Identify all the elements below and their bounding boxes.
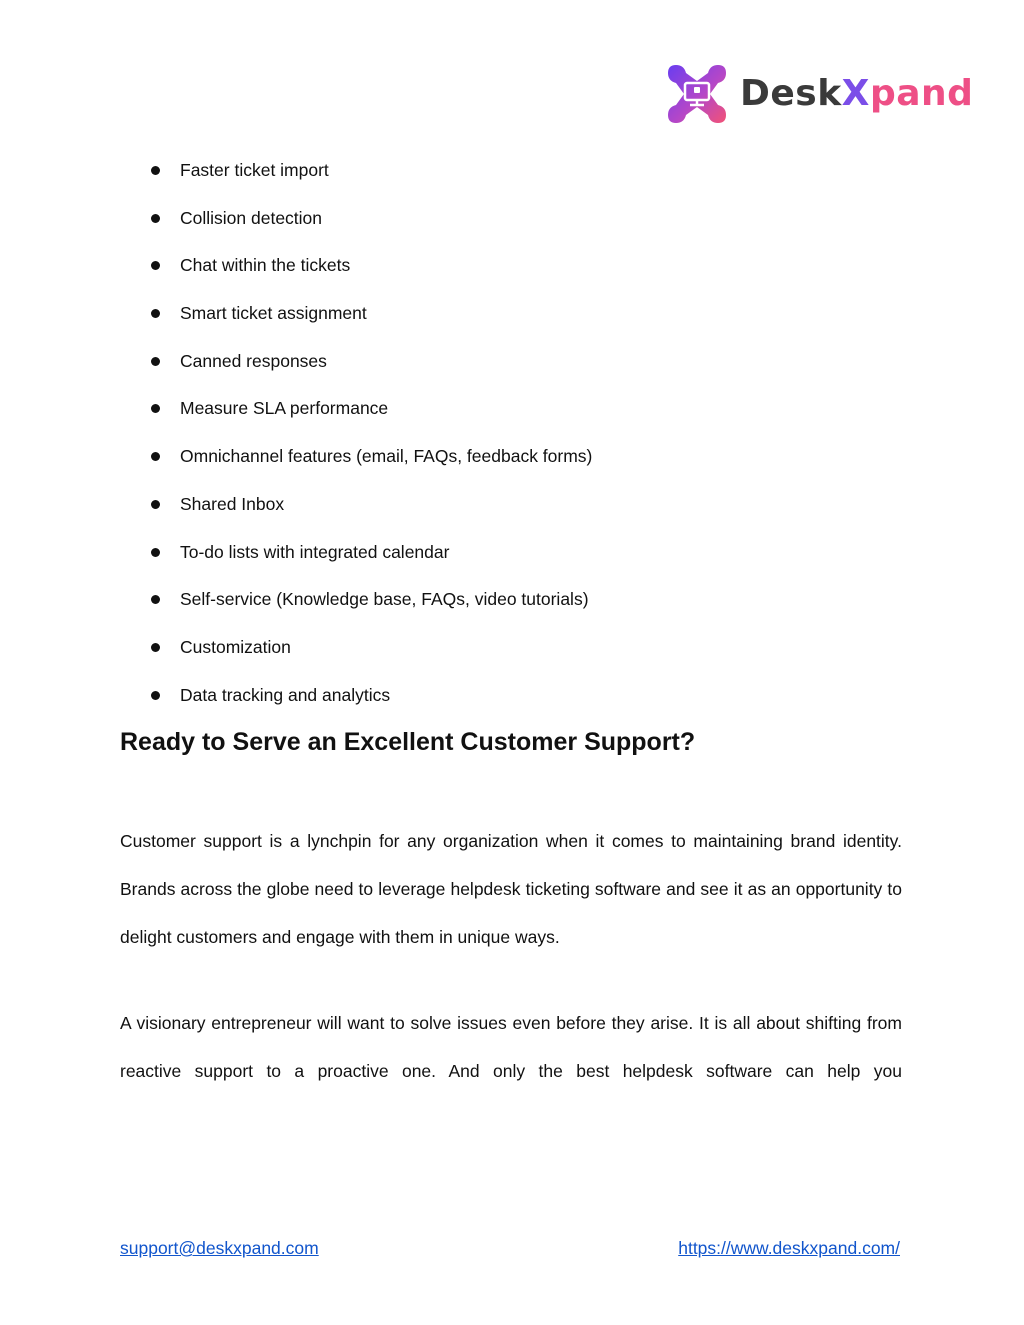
feature-list [150,147,592,719]
bullet-icon [151,595,160,604]
list-item: Smart ticket assignment [150,290,592,338]
list-item: To-do lists with integrated calendar [150,529,592,577]
bullet-icon [151,404,160,413]
bullet-icon [151,357,160,366]
list-item: Faster ticket import [150,147,592,195]
brand-logo [664,60,973,128]
bullet-icon [151,166,160,175]
deskxpand-logo-icon [664,61,730,127]
list-item: Canned responses [150,338,592,386]
bullet-icon [151,548,160,557]
body-paragraph: A visionary entrepreneur will want to solve issues even before they arise. It is all about shifting from reactive support to a proactive one. And only the best helpdesk software can help you [120,1013,902,1081]
list-item: Collision detection [150,195,592,243]
bullet-icon [151,261,160,270]
bullet-icon [151,214,160,223]
list-item: Chat within the tickets [150,242,592,290]
list-item: Self-service (Knowledge base, FAQs, video tutorials) [150,576,592,624]
list-item: Shared Inbox [150,481,592,529]
bullet-icon [151,500,160,509]
list-item: Omnichannel features (email, FAQs, feedback forms) [150,433,592,481]
website-link[interactable]: https://www.deskxpand.com/ [678,1238,900,1258]
support-email-link[interactable]: support@deskxpand.com [120,1238,319,1258]
bullet-icon [151,452,160,461]
section-heading: Ready to Serve an Excellent Customer Support? [120,728,696,756]
list-item: Measure SLA performance [150,385,592,433]
list-item: Data tracking and analytics [150,672,592,720]
bullet-icon [151,691,160,700]
bullet-icon [151,643,160,652]
bullet-icon [151,309,160,318]
brand-name: DeskXpand [740,73,974,114]
list-item: Customization [150,624,592,672]
body-paragraph: Customer support is a lynchpin for any organization when it comes to maintaining brand identity. Brands across the globe need to leverage helpdesk ticketing software and see it as an opportunity to delight customers and engage with them in unique ways. [120,831,902,947]
